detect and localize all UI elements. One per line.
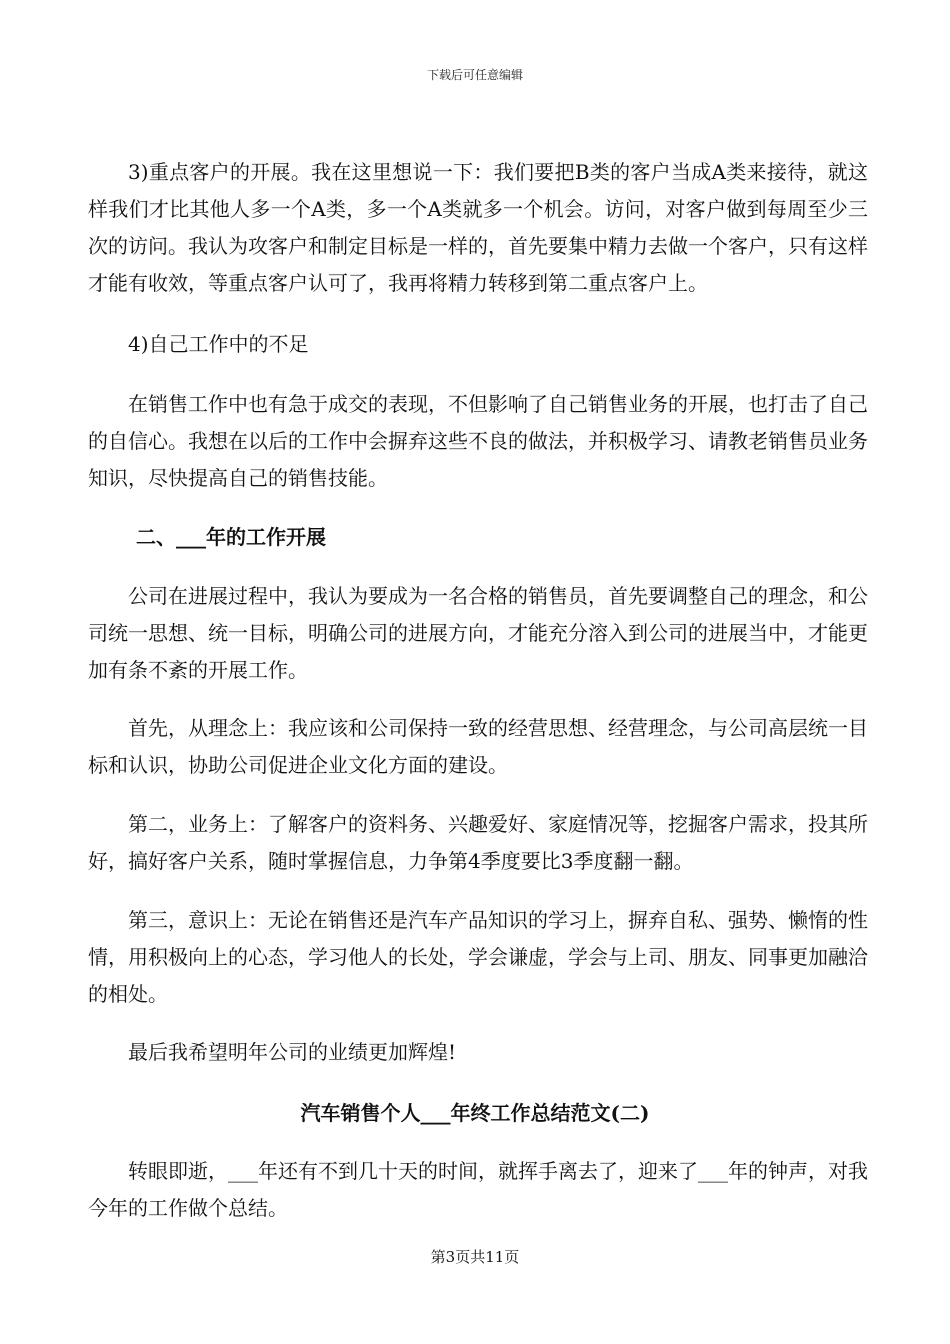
paragraph-key-clients: 3)重点客户的开展。我在这里想说一下：我们要把B类的客户当成A类来接待，就这样我们才比其他人多一个A类，多一个A类就多一个机会。访问，对客户做到每周至少三次的访问。我认为攻客户和制定目标是一样的，首先要集中精力去做一个客户，只有这样才能有收效，等重点客户认可了，我再将精力转移到第二重点客户上。 bbox=[88, 160, 868, 295]
paragraph-shortcomings-heading: 4)自己工作中的不足 bbox=[128, 332, 309, 356]
paragraph-intro-part-two: 转眼即逝，___年还有不到几十天的时间，就挥手离去了，迎来了___年的钟声，对我今年的工作做个总结。 bbox=[88, 1159, 868, 1220]
paragraph-shortcomings: 在销售工作中也有急于成交的表现，不但影响了自己销售业务的开展，也打击了自己的自信心。我想在以后的工作中会摒弃这些不良的做法，并积极学习、请教老销售员业务知识，尽快提高自己的销售技能。 bbox=[88, 392, 868, 490]
page-header: 下载后可任意编辑 bbox=[426, 68, 523, 82]
paragraph-second-business: 第二，业务上：了解客户的资料务、兴趣爱好、家庭情况等，挖掘客户需求，投其所好，搞好客户关系，随时掌握信息，力争第4季度要比3季度翻一翻。 bbox=[88, 812, 868, 873]
document-title-part-two: 汽车销售个人___年终工作总结范文(二) bbox=[300, 1101, 650, 1125]
section-heading-work-plan: 二、___年的工作开展 bbox=[136, 525, 326, 549]
paragraph-first-concept: 首先，从理念上：我应该和公司保持一致的经营思想、经营理念，与公司高层统一目标和认识，协助公司促进企业文化方面的建设。 bbox=[88, 716, 868, 777]
page-footer: 第3页共11页 bbox=[430, 1248, 520, 1266]
paragraph-third-awareness: 第三，意识上：无论在销售还是汽车产品知识的学习上，摒弃自私、强势、懒惰的性情，用积极向上的心态，学习他人的长处，学会谦虚，学会与上司、朋友、同事更加融洽的相处。 bbox=[88, 908, 868, 1006]
paragraph-closing: 最后我希望明年公司的业绩更加辉煌! bbox=[128, 1040, 457, 1064]
paragraph-development: 公司在进展过程中，我认为要成为一名合格的销售员，首先要调整自己的理念，和公司统一思想、统一目标，明确公司的进展方向，才能充分溶入到公司的进展当中，才能更加有条不紊的开展工作。 bbox=[88, 584, 868, 682]
